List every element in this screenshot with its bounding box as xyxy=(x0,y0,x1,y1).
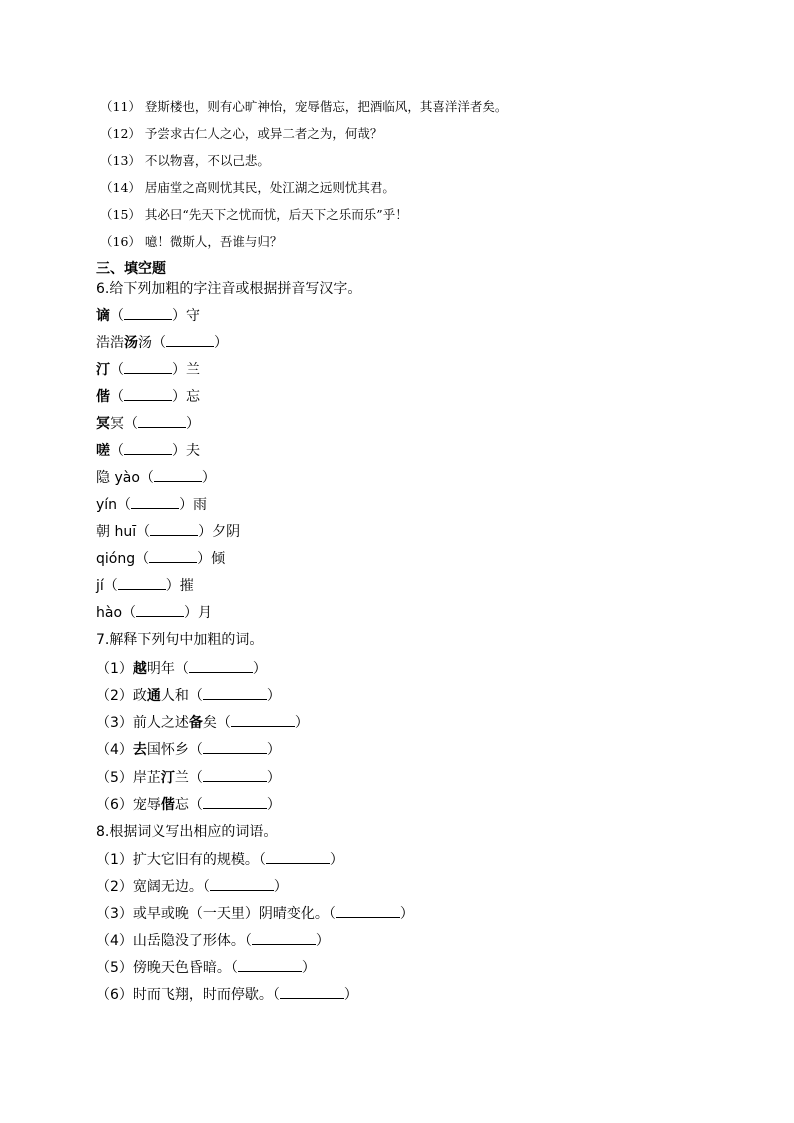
q6-item: 浩浩汤汤（ ） xyxy=(96,335,228,351)
q6-item: jí（ ）摧 xyxy=(96,578,194,594)
answer-blank[interactable] xyxy=(231,714,295,727)
q7-item: （1）越明年（ ） xyxy=(96,661,267,677)
question-8-title: 8.根据词义写出相应的词语。 xyxy=(96,824,278,840)
answer-blank[interactable] xyxy=(166,334,214,347)
answer-blank[interactable] xyxy=(203,687,267,700)
answer-blank[interactable] xyxy=(280,986,344,999)
q6-item: 偕（ ）忘 xyxy=(96,389,200,405)
answer-blank[interactable] xyxy=(203,741,267,754)
answer-blank[interactable] xyxy=(138,415,186,428)
q6-item: qióng（ ）倾 xyxy=(96,551,226,567)
answer-blank[interactable] xyxy=(238,959,302,972)
q6-item: 隐 yào（ ） xyxy=(96,470,216,486)
recitation-line: （11） 登斯楼也，则有心旷神怡，宠辱偕忘，把酒临风，其喜洋洋者矣。 xyxy=(100,99,508,114)
recitation-line: （12） 予尝求古仁人之心，或异二者之为，何哉？ xyxy=(100,126,383,141)
answer-blank[interactable] xyxy=(150,523,198,536)
q7-item: （6）宠辱偕忘（ ） xyxy=(96,797,281,813)
answer-blank[interactable] xyxy=(336,905,400,918)
answer-blank[interactable] xyxy=(136,604,184,617)
q7-item: （4）去国怀乡（ ） xyxy=(96,742,281,758)
q6-item: 冥冥（ ） xyxy=(96,416,200,432)
answer-blank[interactable] xyxy=(124,442,172,455)
answer-blank[interactable] xyxy=(203,796,267,809)
answer-blank[interactable] xyxy=(252,932,316,945)
recitation-line: （14） 居庙堂之高则忧其民，处江湖之远则忧其君。 xyxy=(100,180,395,195)
answer-blank[interactable] xyxy=(154,469,202,482)
recitation-line: （16） 噫！微斯人，吾谁与归？ xyxy=(100,234,283,249)
answer-blank[interactable] xyxy=(203,769,267,782)
answer-blank[interactable] xyxy=(189,660,253,673)
answer-blank[interactable] xyxy=(266,851,330,864)
answer-blank[interactable] xyxy=(124,307,172,320)
q6-item: 谪（ ）守 xyxy=(96,308,200,324)
recitation-line: （13） 不以物喜，不以己悲。 xyxy=(100,153,270,168)
q6-item: hào（ ）月 xyxy=(96,605,213,621)
q8-item: （2）宽阔无边。（ ） xyxy=(96,879,288,895)
q7-item: （3）前人之述备矣（ ） xyxy=(96,715,309,731)
answer-blank[interactable] xyxy=(210,878,274,891)
q8-item: （6）时而飞翔，时而停歇。（ ） xyxy=(96,987,358,1003)
q7-item: （2）政通人和（ ） xyxy=(96,688,281,704)
q8-item: （4）山岳隐没了形体。（ ） xyxy=(96,933,330,949)
answer-blank[interactable] xyxy=(131,496,179,509)
q6-item: 朝 huī（ ）夕阴 xyxy=(96,524,241,540)
question-7-title: 7.解释下列句中加粗的词。 xyxy=(96,632,264,648)
q6-item: 汀（ ）兰 xyxy=(96,362,200,378)
q8-item: （3）或早或晚（一天里）阴晴变化。（ ） xyxy=(96,906,414,922)
q6-item: 嗟（ ）夫 xyxy=(96,443,200,459)
recitation-line: （15） 其必曰“先天下之忧而忧，后天下之乐而乐”乎！ xyxy=(100,207,408,222)
q6-item: yín（ ）雨 xyxy=(96,497,208,513)
answer-blank[interactable] xyxy=(149,550,197,563)
q7-item: （5）岸芷汀兰（ ） xyxy=(96,770,281,786)
q8-item: （5）傍晚天色昏暗。（ ） xyxy=(96,960,316,976)
answer-blank[interactable] xyxy=(124,388,172,401)
question-6-title: 6.给下列加粗的字注音或根据拼音写汉字。 xyxy=(96,281,362,297)
answer-blank[interactable] xyxy=(118,577,166,590)
answer-blank[interactable] xyxy=(124,361,172,374)
q8-item: （1）扩大它旧有的规模。（ ） xyxy=(96,852,344,868)
section-title: 三、填空题 xyxy=(96,261,166,277)
